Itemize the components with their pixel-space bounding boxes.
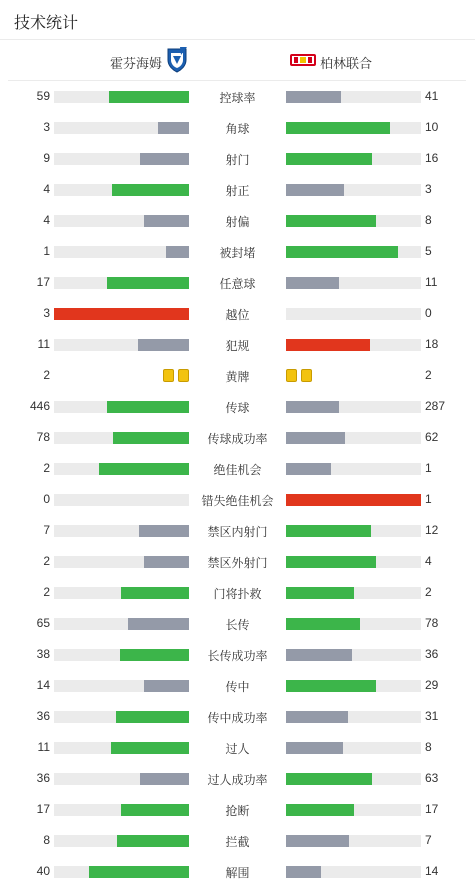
away-stat-bar (286, 742, 421, 754)
home-stat-bar-fill (138, 339, 189, 351)
stat-label: 传球 (225, 401, 250, 415)
home-stat-bar (54, 432, 189, 444)
home-stat-value: 38 (36, 647, 50, 661)
away-stat-bar-fill (286, 649, 352, 661)
away-stat-bar-fill (286, 587, 354, 599)
home-stat-value: 11 (37, 337, 50, 351)
stat-row (0, 670, 475, 701)
stat-row (0, 825, 475, 856)
home-stat-bar (54, 153, 189, 165)
home-stat-bar-fill (121, 587, 189, 599)
stat-row (0, 391, 475, 422)
stat-label: 过人成功率 (207, 773, 268, 787)
away-stat-bar (286, 122, 421, 134)
stat-label: 任意球 (219, 277, 256, 291)
stat-row (0, 267, 475, 298)
stat-row (0, 732, 475, 763)
stat-label: 抢断 (225, 804, 250, 818)
home-stat-bar-fill (144, 215, 189, 227)
away-stat-value: 1 (425, 461, 432, 475)
home-stat-bar (54, 215, 189, 227)
yellow-card-icon (301, 369, 312, 382)
home-stat-value: 17 (36, 802, 50, 816)
stat-label: 射门 (225, 153, 250, 167)
stat-label: 射偏 (225, 215, 250, 229)
away-stat-bar (286, 339, 421, 351)
away-yellow-cards (286, 369, 312, 382)
hoffenheim-crest-icon (166, 47, 188, 78)
stat-row (0, 329, 475, 360)
home-stat-bar (54, 711, 189, 723)
home-stat-value: 36 (36, 771, 50, 785)
away-stat-bar-fill (286, 122, 390, 134)
away-stat-bar (286, 587, 421, 599)
stat-label: 长传 (225, 618, 250, 632)
away-team[interactable] (290, 49, 372, 75)
away-stat-value: 8 (425, 740, 432, 754)
home-stat-bar (54, 680, 189, 692)
away-stat-value: 2 (425, 368, 432, 382)
union-berlin-crest-icon (290, 52, 316, 73)
away-stat-bar (286, 773, 421, 785)
stat-row (0, 856, 475, 887)
home-stat-bar (54, 463, 189, 475)
home-stat-value: 65 (36, 616, 50, 630)
away-stat-bar (286, 91, 421, 103)
home-stat-value: 7 (43, 523, 50, 537)
home-stat-bar (54, 308, 189, 320)
away-stat-value: 7 (425, 833, 432, 847)
away-stat-bar-fill (286, 277, 339, 289)
stat-row (0, 639, 475, 670)
away-stat-bar-fill (286, 804, 354, 816)
home-stat-bar-fill (107, 277, 189, 289)
away-stat-value: 62 (425, 430, 439, 444)
stat-label: 绝佳机会 (213, 463, 262, 477)
stat-row (0, 608, 475, 639)
away-stat-value: 0 (425, 306, 432, 320)
stat-label: 长传成功率 (207, 649, 268, 663)
home-stat-bar (54, 618, 189, 630)
away-stat-bar (286, 215, 421, 227)
away-stat-value: 29 (425, 678, 439, 692)
stat-label: 禁区外射门 (207, 556, 268, 570)
away-stat-bar-fill (286, 618, 360, 630)
stat-label: 传中成功率 (207, 711, 268, 725)
away-stat-bar (286, 432, 421, 444)
stats-list (0, 81, 475, 887)
stat-label: 控球率 (219, 91, 256, 105)
home-stat-bar (54, 184, 189, 196)
stat-row (0, 577, 475, 608)
home-stat-value: 78 (36, 430, 50, 444)
away-stat-value: 41 (425, 89, 439, 103)
stat-row (0, 143, 475, 174)
home-stat-bar (54, 866, 189, 878)
page-header (0, 0, 475, 40)
stat-label: 禁区内射门 (207, 525, 268, 539)
stat-label: 错失绝佳机会 (201, 494, 274, 508)
away-stat-bar (286, 153, 421, 165)
home-stat-bar-fill (99, 463, 189, 475)
away-stat-value: 287 (425, 399, 446, 413)
stat-row (0, 360, 475, 391)
team-header (8, 41, 466, 81)
away-stat-bar (286, 680, 421, 692)
home-stat-bar-fill (111, 742, 189, 754)
stat-label: 被封堵 (219, 246, 256, 260)
home-stat-bar-fill (120, 649, 189, 661)
away-stat-bar (286, 277, 421, 289)
home-stat-bar (54, 773, 189, 785)
home-stat-value: 2 (43, 585, 50, 599)
away-stat-value: 5 (425, 244, 432, 258)
away-stat-value: 36 (425, 647, 439, 661)
away-stat-bar-fill (286, 742, 343, 754)
home-stat-value: 17 (36, 275, 50, 289)
away-stat-value: 16 (425, 151, 439, 165)
stat-label: 解围 (225, 866, 250, 880)
away-stat-bar-fill (286, 401, 339, 413)
home-stat-value: 3 (43, 120, 50, 134)
away-stat-bar-fill (286, 525, 371, 537)
stat-label: 拦截 (225, 835, 250, 849)
away-stat-value: 14 (425, 864, 439, 878)
stat-row (0, 236, 475, 267)
stat-row (0, 174, 475, 205)
home-stat-bar (54, 494, 189, 506)
away-stat-value: 63 (425, 771, 439, 785)
home-stat-bar-fill (139, 525, 189, 537)
home-stat-value: 4 (43, 213, 50, 227)
stat-row (0, 701, 475, 732)
away-stat-value: 3 (425, 182, 432, 196)
away-stat-bar-fill (286, 711, 348, 723)
stat-row (0, 298, 475, 329)
stat-row (0, 546, 475, 577)
stat-label: 过人 (225, 742, 250, 756)
away-stat-bar (286, 804, 421, 816)
stat-row (0, 484, 475, 515)
home-stat-bar-fill (54, 308, 189, 320)
away-stat-bar-fill (286, 215, 376, 227)
home-stat-bar-fill (128, 618, 189, 630)
stat-label: 黄牌 (225, 370, 250, 384)
home-team[interactable] (110, 49, 188, 75)
home-team-name: 霍芬海姆 (109, 55, 162, 71)
away-stat-value: 10 (425, 120, 439, 134)
home-stat-bar (54, 525, 189, 537)
stat-row (0, 763, 475, 794)
home-yellow-cards (163, 369, 189, 382)
away-stat-bar (286, 401, 421, 413)
home-stat-bar-fill (140, 773, 189, 785)
home-stat-value: 11 (37, 740, 50, 754)
stat-label: 越位 (225, 308, 250, 322)
home-stat-bar-fill (144, 556, 189, 568)
home-stat-value: 2 (43, 461, 50, 475)
home-stat-value: 40 (36, 864, 50, 878)
stat-label: 射正 (225, 184, 250, 198)
away-stat-bar (286, 649, 421, 661)
away-stat-bar (286, 618, 421, 630)
away-stat-bar (286, 463, 421, 475)
away-stat-bar-fill (286, 246, 398, 258)
away-stat-value: 12 (425, 523, 439, 537)
home-stat-bar-fill (116, 711, 189, 723)
stat-label: 门将扑救 (213, 587, 262, 601)
away-stat-bar (286, 556, 421, 568)
away-stat-bar-fill (286, 866, 321, 878)
away-stat-bar (286, 494, 421, 506)
away-stat-value: 18 (425, 337, 439, 351)
home-stat-bar (54, 122, 189, 134)
home-stat-bar (54, 835, 189, 847)
away-stat-bar-fill (286, 432, 345, 444)
home-stat-value: 2 (43, 368, 50, 382)
away-team-name: 柏林联合 (320, 55, 373, 71)
home-stat-bar (54, 742, 189, 754)
home-stat-value: 3 (43, 306, 50, 320)
home-stat-value: 446 (29, 399, 50, 413)
away-stat-value: 17 (425, 802, 439, 816)
yellow-card-icon (163, 369, 174, 382)
away-stat-value: 8 (425, 213, 432, 227)
stat-row (0, 81, 475, 112)
home-stat-value: 36 (36, 709, 50, 723)
away-stat-bar-fill (286, 773, 372, 785)
away-stat-bar-fill (286, 184, 344, 196)
away-stat-bar-fill (286, 494, 421, 506)
home-stat-bar-fill (140, 153, 189, 165)
away-stat-bar (286, 835, 421, 847)
away-stat-value: 2 (425, 585, 432, 599)
away-stat-value: 11 (425, 275, 438, 289)
away-stat-bar-fill (286, 556, 376, 568)
stat-row (0, 794, 475, 825)
away-stat-value: 78 (425, 616, 439, 630)
home-stat-value: 59 (36, 89, 50, 103)
home-stat-bar-fill (109, 91, 189, 103)
stat-row (0, 453, 475, 484)
away-stat-bar (286, 711, 421, 723)
stat-label: 传球成功率 (207, 432, 268, 446)
away-stat-bar-fill (286, 680, 376, 692)
yellow-card-icon (178, 369, 189, 382)
stat-row (0, 422, 475, 453)
home-stat-value: 1 (43, 244, 50, 258)
home-stat-value: 9 (43, 151, 50, 165)
away-stat-value: 31 (425, 709, 439, 723)
home-stat-bar (54, 401, 189, 413)
away-stat-bar-fill (286, 91, 341, 103)
home-stat-bar-fill (158, 122, 189, 134)
home-stat-bar-fill (112, 184, 189, 196)
away-stat-bar (286, 866, 421, 878)
home-stat-bar-fill (144, 680, 189, 692)
stat-row (0, 515, 475, 546)
away-stat-bar (286, 525, 421, 537)
home-stat-bar-fill (166, 246, 189, 258)
stat-row (0, 112, 475, 143)
home-stat-value: 8 (43, 833, 50, 847)
home-stat-bar (54, 339, 189, 351)
home-stat-bar-fill (117, 835, 189, 847)
stat-label: 角球 (225, 122, 250, 136)
home-stat-value: 2 (43, 554, 50, 568)
away-stat-bar (286, 246, 421, 258)
stat-label: 传中 (225, 680, 250, 694)
home-stat-bar (54, 277, 189, 289)
page-title: 技术统计 (14, 15, 79, 32)
home-stat-value: 14 (36, 678, 50, 692)
home-stat-bar (54, 587, 189, 599)
away-stat-bar-fill (286, 463, 331, 475)
yellow-card-icon (286, 369, 297, 382)
home-stat-bar-fill (89, 866, 189, 878)
away-stat-bar-fill (286, 835, 349, 847)
home-stat-bar (54, 804, 189, 816)
away-stat-bar (286, 308, 421, 320)
away-stat-bar (286, 184, 421, 196)
away-stat-value: 1 (425, 492, 432, 506)
home-stat-bar-fill (107, 401, 189, 413)
home-stat-value: 0 (43, 492, 50, 506)
away-stat-value: 4 (425, 554, 432, 568)
stat-label: 犯规 (225, 339, 250, 353)
home-stat-bar-fill (113, 432, 189, 444)
home-stat-bar (54, 91, 189, 103)
home-stat-bar (54, 246, 189, 258)
away-stat-bar-fill (286, 153, 372, 165)
away-stat-bar-fill (286, 339, 370, 351)
stat-row (0, 205, 475, 236)
home-stat-bar (54, 556, 189, 568)
home-stat-bar-fill (121, 804, 189, 816)
home-stat-bar (54, 649, 189, 661)
home-stat-value: 4 (43, 182, 50, 196)
